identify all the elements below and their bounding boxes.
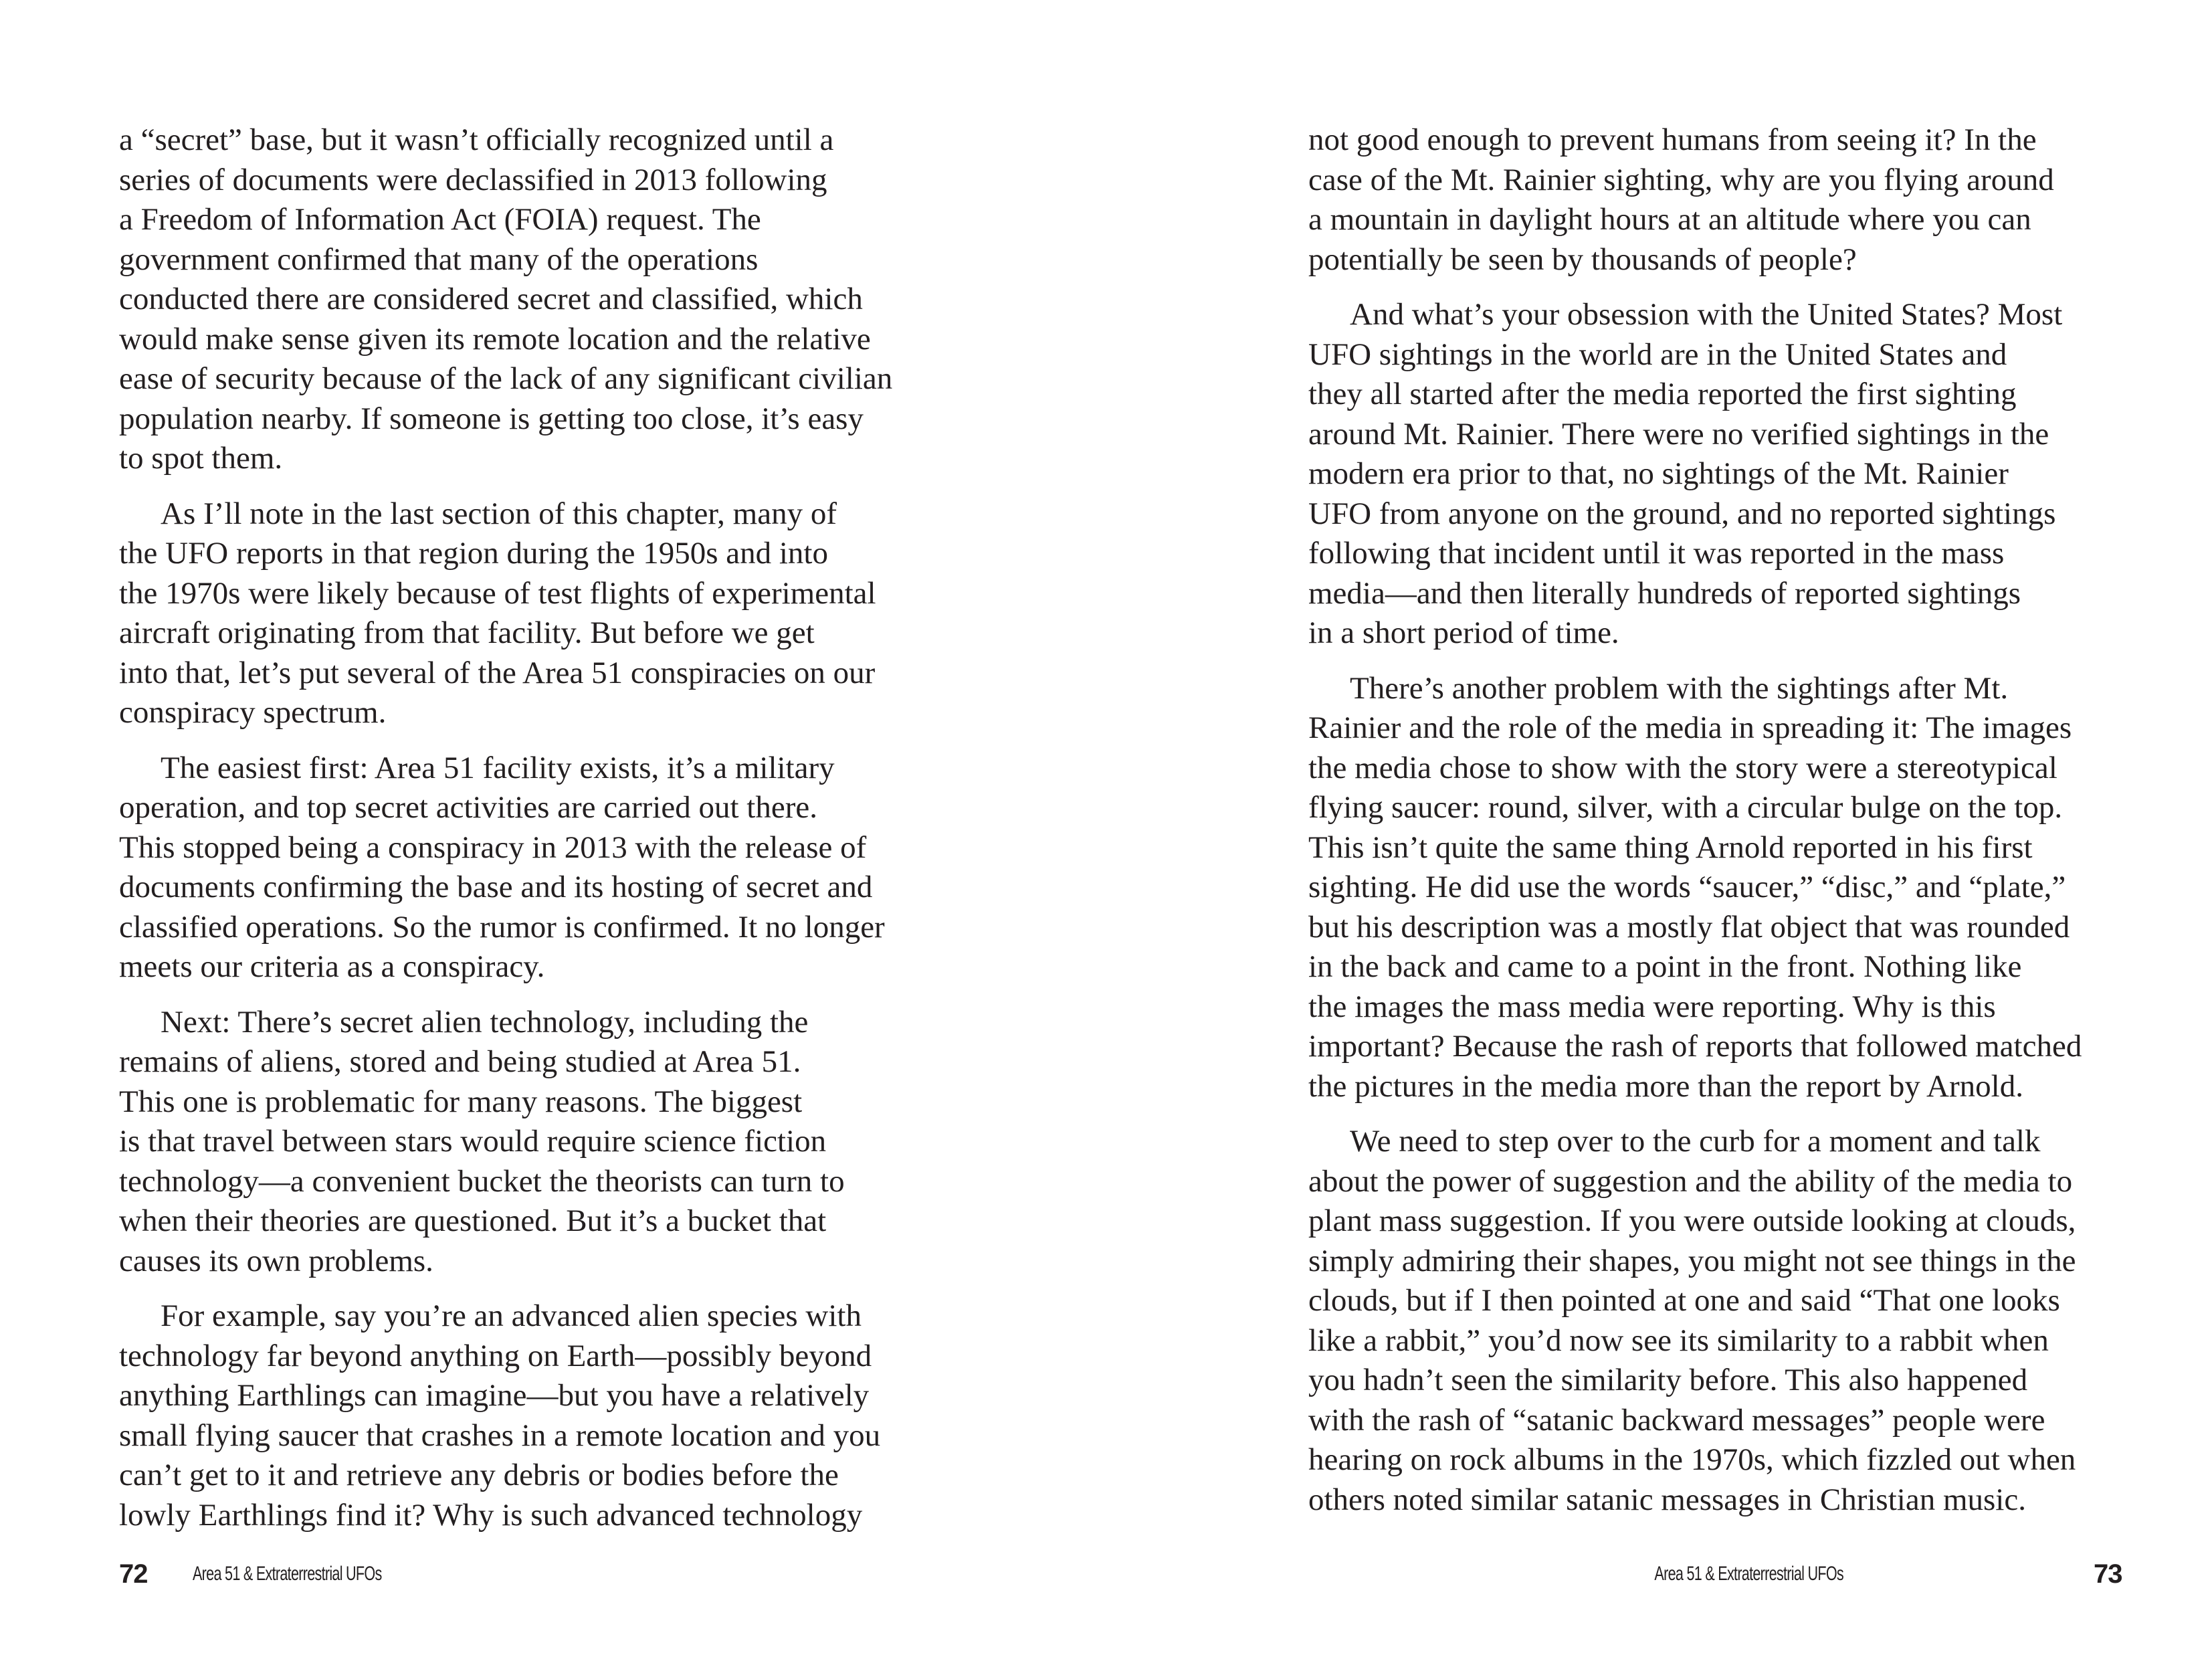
text-line: in a short period of time. — [1308, 615, 1619, 650]
text-line: classified operations. So the rumor is confirmed. It no longer — [119, 909, 885, 945]
text-line: meets our criteria as a conspiracy. — [119, 949, 545, 984]
text-line: into that, let’s put several of the Area 51 conspiracies on our — [119, 655, 876, 690]
text-line: anything Earthlings can imagine—but you have a relatively — [119, 1378, 870, 1413]
text-line: around Mt. Rainier. There were no verified sightings in the — [1308, 416, 2049, 452]
paragraph — [119, 1296, 942, 1535]
text-line: they all started after the media reported the first sighting — [1308, 377, 2017, 411]
text-line: sighting. He did use the words “saucer,” “disc,” and “plate,” — [1308, 870, 2066, 904]
text-line: potentially be seen by thousands of people? — [1308, 241, 1857, 277]
right-page-body — [1308, 120, 2111, 1535]
text-line: And what’s your obsession with the United States? Most — [1350, 297, 2063, 332]
text-line: not good enough to prevent humans from seeing it? In the — [1308, 122, 2037, 157]
paragraph — [1308, 1122, 2111, 1520]
text-line: the UFO reports in that region during the 1950s and into — [119, 536, 828, 571]
text-line: Next: There’s secret alien technology, including the — [161, 1004, 809, 1040]
paragraph — [1308, 295, 2111, 654]
text-line: hearing on rock albums in the 1970s, which fizzled out when — [1308, 1442, 2076, 1477]
text-line: about the power of suggestion and the ability of the media to — [1308, 1163, 2073, 1199]
text-line: like a rabbit,” you’d now see its similarity to a rabbit when — [1308, 1323, 2049, 1358]
text-line: This isn’t quite the same thing Arnold reported in his first — [1308, 830, 2033, 865]
text-line: you hadn’t seen the similarity before. This also happened — [1308, 1363, 2028, 1397]
text-line: ease of security because of the lack of any significant civilian — [119, 361, 893, 396]
running-head-right-text: Area 51 & Extraterrestrial UFOs — [1654, 1563, 1843, 1585]
text-line: technology—a convenient bucket the theorists can turn to — [119, 1163, 845, 1199]
text-line: the images the mass media were reporting. Why is this — [1308, 989, 1996, 1024]
text-line: the media chose to show with the story were a stereotypical — [1308, 750, 2057, 785]
page-number-left: 72 — [119, 1559, 148, 1589]
text-line: to spot them. — [119, 441, 283, 476]
text-line: but his description was a mostly flat object that was rounded — [1308, 909, 2070, 945]
left-page-body — [119, 120, 942, 1551]
text-line: For example, say you’re an advanced alien species with — [161, 1298, 862, 1333]
text-line: simply admiring their shapes, you might not see things in the — [1308, 1243, 2076, 1278]
text-line: This stopped being a conspiracy in 2013 with the release of — [119, 830, 867, 865]
text-line: government confirmed that many of the operations — [119, 241, 759, 277]
running-head-left: Area 51 & Extraterrestrial UFOs — [193, 1563, 382, 1585]
text-line: The easiest first: Area 51 facility exists, it’s a military — [161, 750, 835, 785]
paragraph — [119, 1003, 942, 1282]
text-line: clouds, but if I then pointed at one and said “That one looks — [1308, 1283, 2060, 1318]
text-line: documents confirming the base and its hosting of secret and — [119, 870, 873, 904]
text-line: conducted there are considered secret and classified, which — [119, 282, 863, 316]
text-line: media—and then literally hundreds of reported sightings — [1308, 575, 2021, 611]
text-line: can’t get to it and retrieve any debris or bodies before the — [119, 1458, 839, 1492]
text-line: others noted similar satanic messages in Christian music. — [1308, 1482, 2026, 1517]
text-line: important? Because the rash of reports that followed matched — [1308, 1029, 2082, 1064]
text-line: plant mass suggestion. If you were outside looking at clouds, — [1308, 1203, 2076, 1238]
text-line: population nearby. If someone is getting too close, it’s easy — [119, 401, 864, 436]
text-line: would make sense given its remote location and the relative — [119, 321, 871, 357]
text-line: technology far beyond anything on Earth—possibly beyond — [119, 1338, 872, 1373]
text-line: conspiracy spectrum. — [119, 695, 387, 730]
text-line: a “secret” base, but it wasn’t officially recognized until a — [119, 122, 834, 157]
paragraph — [119, 749, 942, 987]
text-line: the 1970s were likely because of test flights of experimental — [119, 575, 876, 611]
right-page — [1106, 0, 2212, 1659]
text-line: series of documents were declassified in 2013 following — [119, 162, 827, 197]
text-line: remains of aliens, stored and being studied at Area 51. — [119, 1044, 801, 1079]
text-line: UFO sightings in the world are in the United States and — [1308, 336, 2007, 372]
text-line: a Freedom of Information Act (FOIA) request. The — [119, 202, 761, 237]
paragraph — [119, 494, 942, 733]
paragraph — [1308, 120, 2111, 280]
paragraph — [119, 120, 942, 479]
text-line: lowly Earthlings find it? Why is such advanced technology — [119, 1497, 863, 1533]
text-line: There’s another problem with the sightings after Mt. — [1350, 670, 2009, 706]
text-line: in the back and came to a point in the front. Nothing like — [1308, 949, 2022, 984]
text-line: Rainier and the role of the media in spreading it: The images — [1308, 710, 2072, 745]
text-line: We need to step over to the curb for a moment and talk — [1350, 1124, 2041, 1159]
text-line: causes its own problems. — [119, 1243, 433, 1278]
page-number-right: 73 — [2094, 1559, 2122, 1589]
text-line: modern era prior to that, no sightings of the Mt. Rainier — [1308, 456, 2009, 491]
text-line: case of the Mt. Rainier sighting, why are you flying around — [1308, 162, 2054, 197]
text-line: a mountain in daylight hours at an altitude where you can — [1308, 202, 2031, 237]
text-line: when their theories are questioned. But it’s a bucket that — [119, 1203, 827, 1238]
text-line: flying saucer: round, silver, with a circular bulge on the top. — [1308, 790, 2063, 825]
text-line: This one is problematic for many reasons. The biggest — [119, 1084, 803, 1119]
text-line: As I’ll note in the last section of this chapter, many of — [161, 496, 837, 531]
text-line: operation, and top secret activities are carried out there. — [119, 790, 817, 825]
text-line: small flying saucer that crashes in a remote location and you — [119, 1418, 881, 1453]
text-line: is that travel between stars would require science fiction — [119, 1124, 827, 1159]
paragraph — [1308, 669, 2111, 1107]
text-line: UFO from anyone on the ground, and no reported sightings — [1308, 496, 2056, 531]
text-line: aircraft originating from that facility. But before we get — [119, 615, 815, 650]
text-line: following that incident until it was reported in the mass — [1308, 536, 2005, 571]
text-line: with the rash of “satanic backward messages” people were — [1308, 1402, 2045, 1438]
text-line: the pictures in the media more than the report by Arnold. — [1308, 1068, 2023, 1104]
